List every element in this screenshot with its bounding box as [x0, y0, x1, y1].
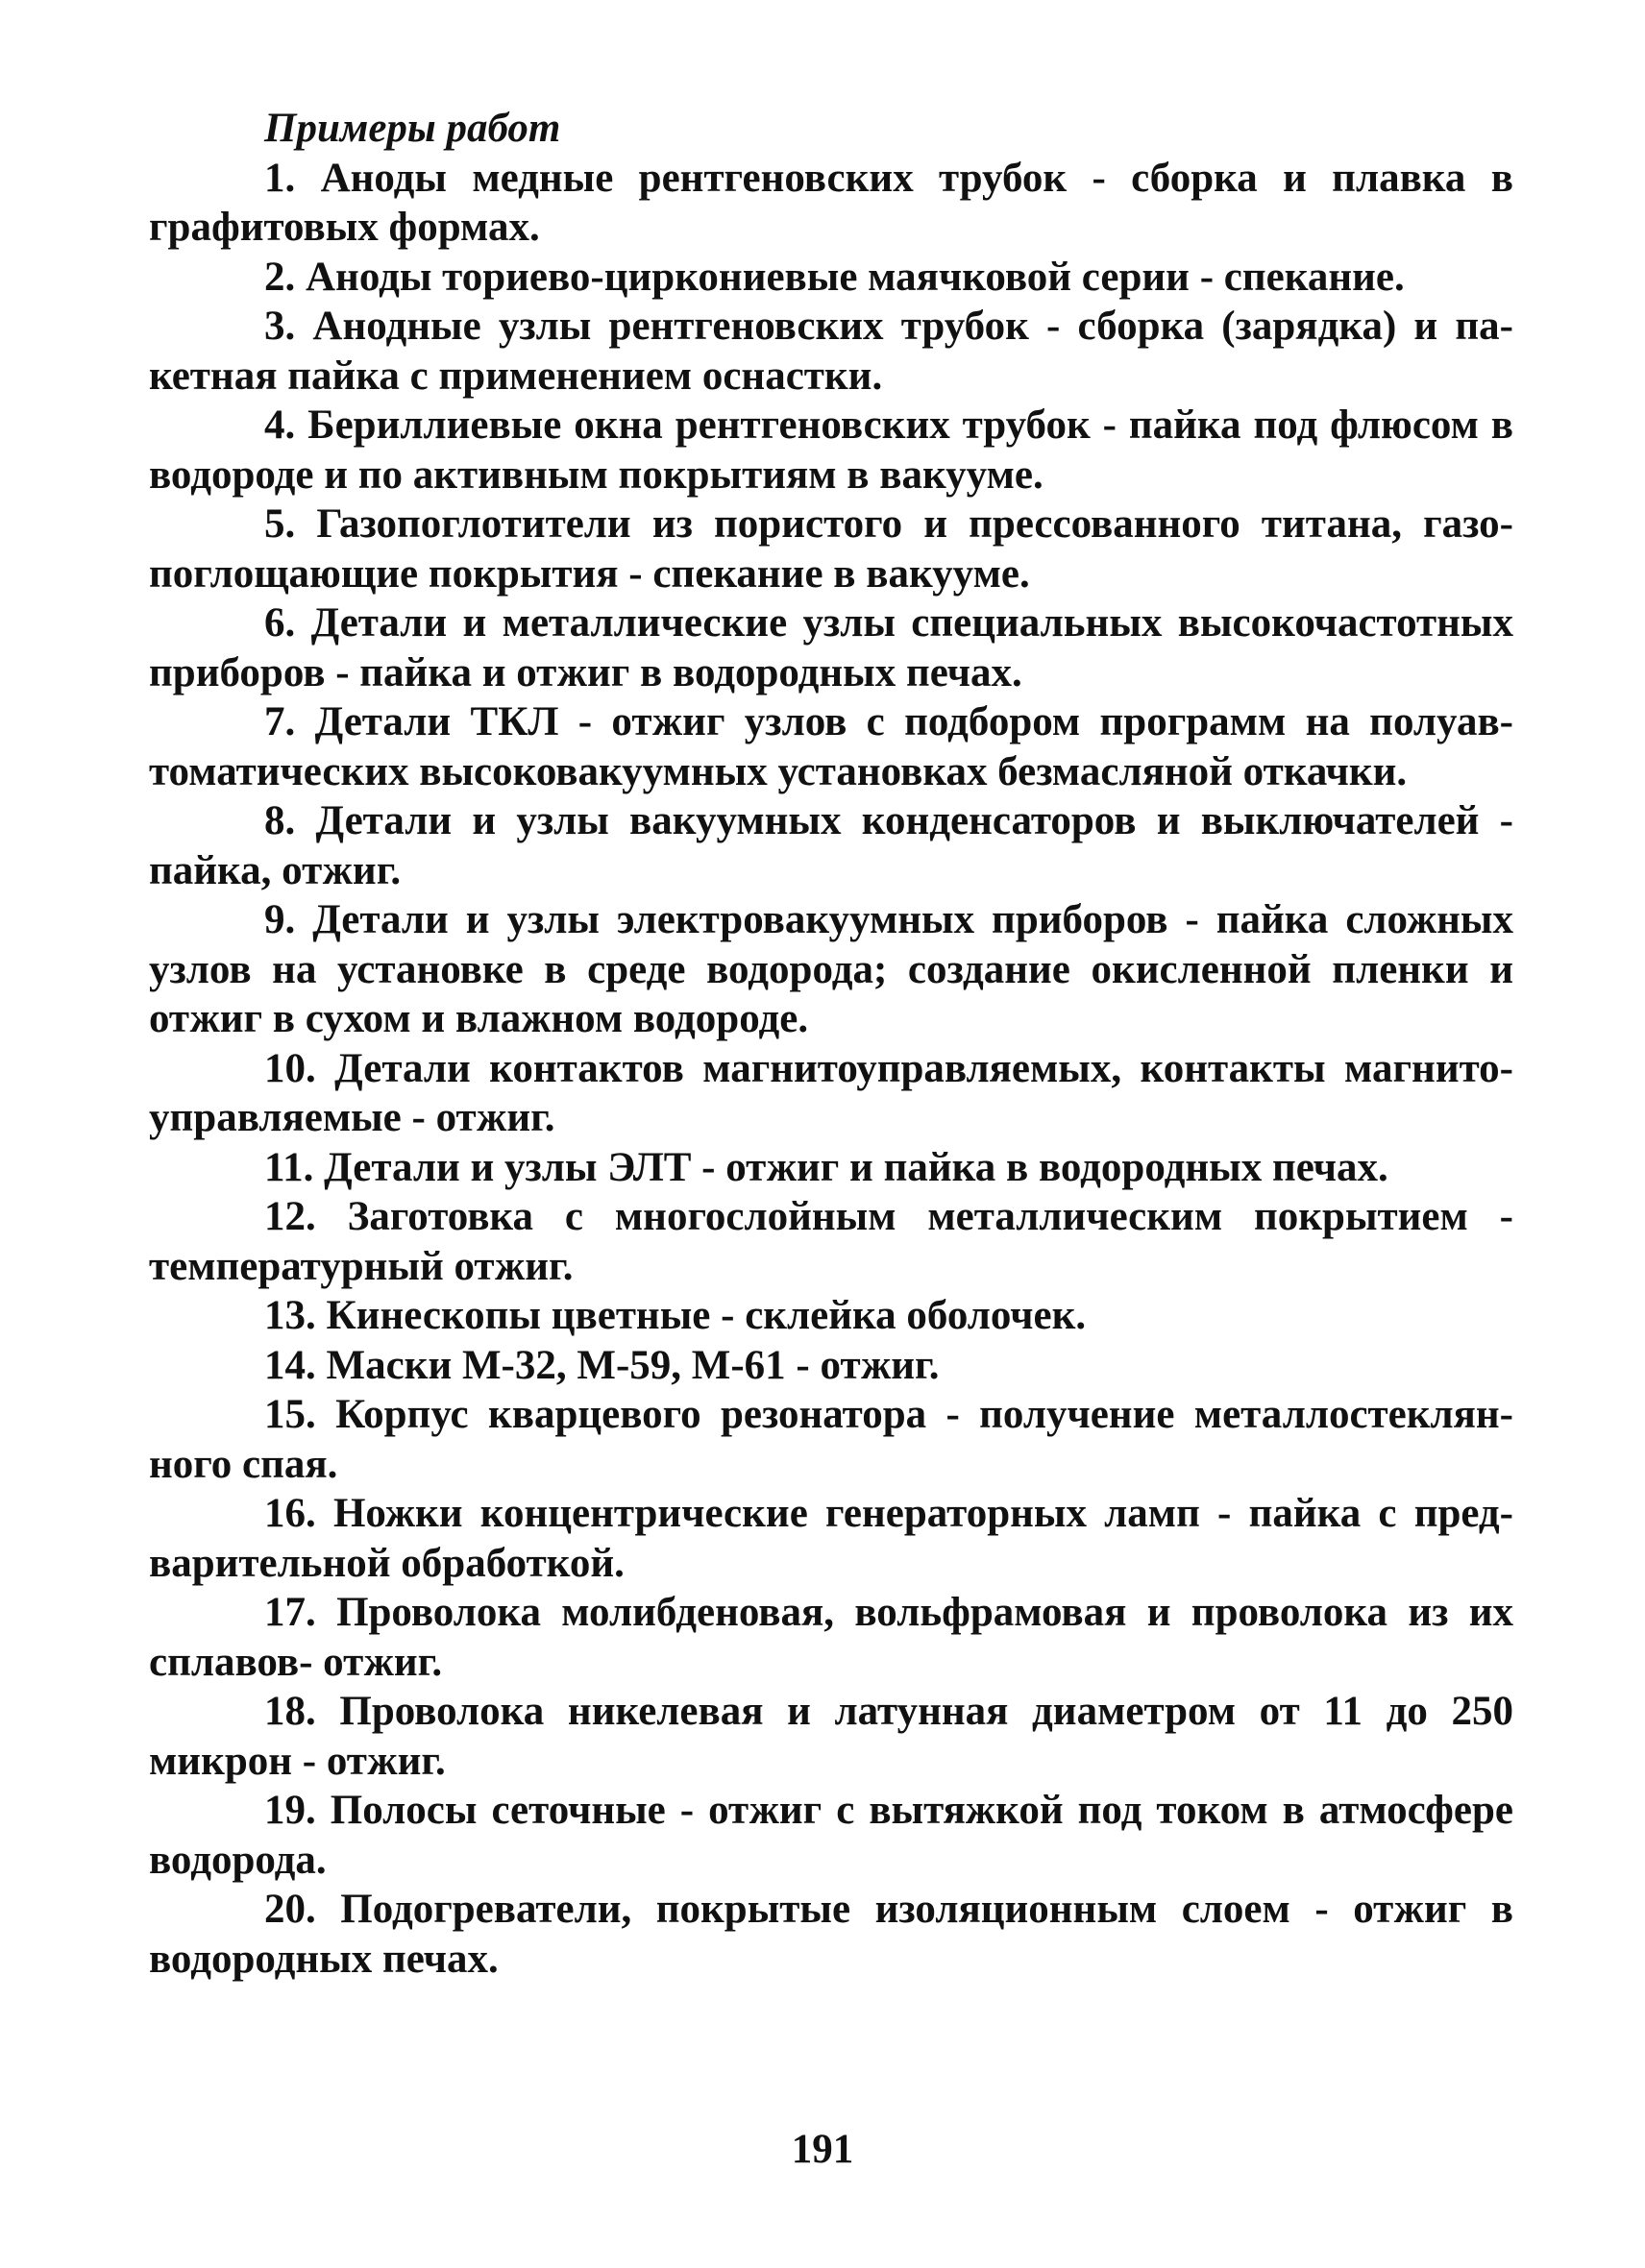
list-item: 12. Заготовка с многослойным металлическим покрытием - температурный отжиг. — [149, 1194, 1513, 1289]
list-item: 9. Детали и узлы электровакуумных приборов - пайка сложных узлов на установке в среде водорода; создание окисленной пленки и отжиг в сухом и влажном водороде. — [149, 897, 1513, 1041]
list-item: 7. Детали ТКЛ - отжиг узлов с подбором программ на полуавтоматических высоковакуумных установках безмасляной откачки. — [149, 699, 1513, 794]
list-item: 19. Полосы сеточные - отжиг с вытяжкой под током в атмосфере водорода. — [149, 1788, 1513, 1883]
list-item: 11. Детали и узлы ЭЛТ - отжиг и пайка в водородных печах. — [264, 1144, 1388, 1190]
list-item: 6. Детали и металлические узлы специальных высокочастотных приборов - пайка и отжиг в водородных печах. — [149, 600, 1513, 695]
list-item: 15. Корпус кварцевого резонатора - получение металлостеклянного спая. — [149, 1392, 1513, 1487]
document-body — [149, 104, 1513, 1984]
list-item: 10. Детали контактов магнитоуправляемых, контакты магнитоуправляемые - отжиг. — [149, 1045, 1513, 1140]
list-item: 13. Кинескопы цветные - склейка оболочек. — [264, 1293, 1087, 1338]
list-item: 18. Проволока никелевая и латунная диаметром от 11 до 250 микрон - отжиг. — [149, 1689, 1513, 1784]
list-item: 17. Проволока молибденовая, вольфрамовая и проволока из их сплавов- отжиг. — [149, 1590, 1513, 1685]
list-item: 14. Маски М-32, М-59, М-61 - отжиг. — [264, 1342, 940, 1388]
section-heading: Примеры работ — [264, 106, 561, 151]
list-item: 20. Подогреватели, покрытые изоляционным слоем - отжиг в водородных печах. — [149, 1887, 1513, 1982]
page-number: 191 — [791, 2127, 854, 2172]
list-item: 4. Бериллиевые окна рентгеновских трубок - пайка под флюсом в водороде и по активным покрытиям в вакууме. — [149, 402, 1513, 498]
list-item: 5. Газопоглотители из пористого и прессованного титана, газопоглощающие покрытия - спекание в вакууме. — [149, 501, 1513, 597]
list-item: 8. Детали и узлы вакуумных конденсаторов и выключателей - пайка, отжиг. — [149, 798, 1513, 893]
list-item: 1. Аноды медные рентгеновских трубок - сборка и плавка в графитовых формах. — [149, 155, 1513, 250]
list-item: 16. Ножки концентрические генераторных ламп - пайка с предварительной обработкой. — [149, 1491, 1513, 1586]
list-item: 3. Анодные узлы рентгеновских трубок - сборка (зарядка) и пакетная пайка с применением оснастки. — [149, 304, 1513, 399]
list-item: 2. Аноды ториево-циркониевые маячковой серии - спекание. — [264, 254, 1405, 300]
